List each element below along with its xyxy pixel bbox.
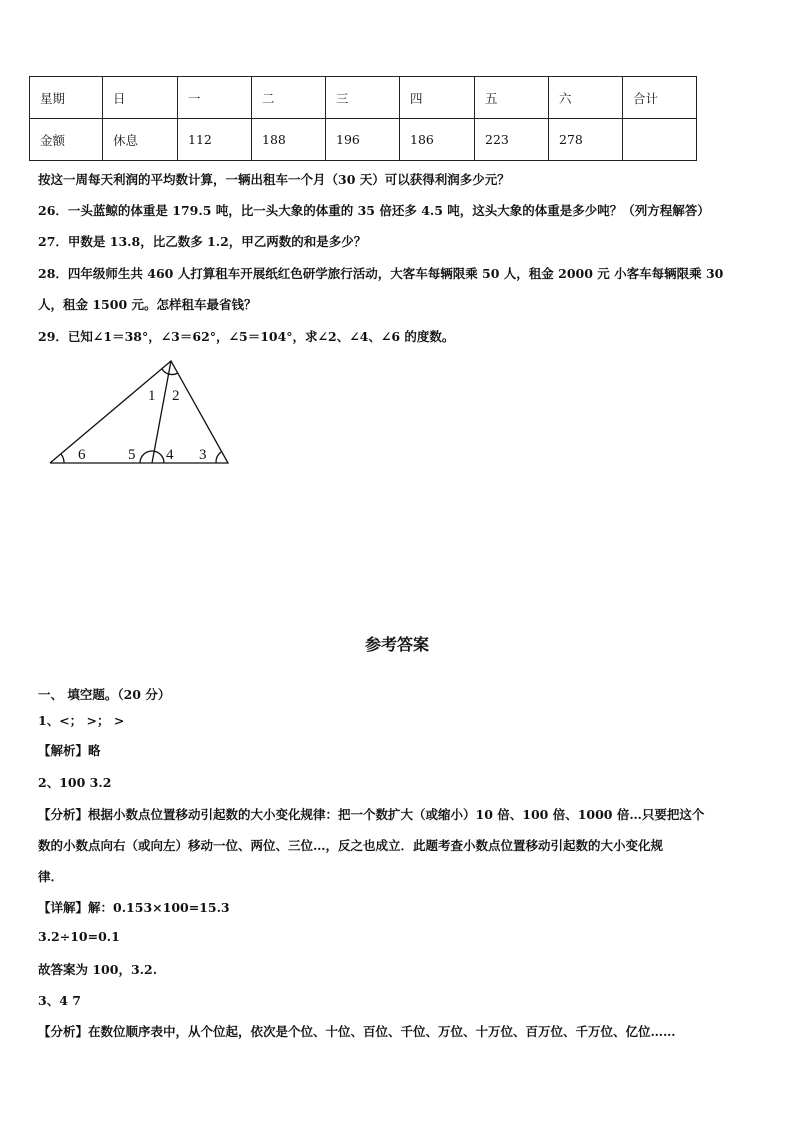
triangle-figure: [44, 355, 244, 470]
angle-label-1: 1: [148, 388, 156, 404]
answer-2-detail: 【详解】解：0.153×100=15.3: [38, 900, 230, 915]
table-cell: 金额: [30, 119, 103, 161]
angle-label-2: 2: [172, 388, 180, 404]
table-cell: 186: [400, 119, 475, 161]
table-cell: 日: [103, 77, 178, 119]
answer-3-analysis: 【分析】在数位顺序表中，从个位起，依次是个位、十位、百位、千位、万位、十万位、百万位、千万位、亿位……: [38, 1024, 676, 1039]
table-cell: 188: [252, 119, 326, 161]
table-cell: 一: [178, 77, 252, 119]
table-cell: 星期: [30, 77, 103, 119]
answer-2-analysis-line3: 律．: [38, 869, 64, 884]
answer-3: 3、4 7: [38, 993, 81, 1008]
answers-section-1: 一、 填空题。（20 分）: [38, 687, 171, 702]
table-cell: [623, 119, 697, 161]
answer-2-conclusion: 故答案为 100，3.2.: [38, 962, 158, 977]
table-cell: 五: [475, 77, 549, 119]
table-cell: 三: [326, 77, 400, 119]
table-cell: 223: [475, 119, 549, 161]
question-28-line2: 人，租金 1500 元。怎样租车最省钱？: [38, 297, 257, 312]
angle-6-arc: [61, 454, 64, 463]
table-row: [30, 119, 697, 161]
table-cell: 休息: [103, 119, 178, 161]
answer-1: 1、<； >； >: [38, 713, 125, 728]
angle-label-4: 4: [166, 447, 174, 463]
answer-2: 2、100 3.2: [38, 775, 112, 790]
weekly-profit-table: [29, 76, 697, 161]
table-cell: 六: [549, 77, 623, 119]
question-26: 26．一头蓝鲸的体重是 179.5 吨，比一头大象的体重的 35 倍还多 4.5 吨，这头大象的体重是多少吨？（列方程解答）: [38, 203, 710, 218]
answer-2-analysis-line1: 【分析】根据小数点位置移动引起数的大小变化规律：把一个数扩大（或缩小）10 倍、100 倍、1000 倍…只要把这个: [38, 807, 705, 822]
answer-2-analysis-line2: 数的小数点向右（或向左）移动一位、两位、三位…，反之也成立．此题考查小数点位置移动引起数的大小变化规: [38, 838, 664, 853]
table-cell: 合计: [623, 77, 697, 119]
question-28-line1: 28．四年级师生共 460 人打算租车开展纸红色研学旅行活动，大客车每辆限乘 50 人，租金 2000 元 小客车每辆限乘 30: [38, 266, 724, 281]
question-29: 29．已知∠1＝38°，∠3＝62°，∠5＝104°，求∠2、∠4、∠6 的度数。: [38, 329, 455, 344]
answers-title: 参考答案: [364, 635, 429, 654]
answer-1-analysis: 【解析】略: [38, 743, 101, 758]
table-cell: 112: [178, 119, 252, 161]
table-header-row: [30, 77, 697, 119]
table-cell: 278: [549, 119, 623, 161]
table-cell: 二: [252, 77, 326, 119]
angle-label-6: 6: [78, 447, 86, 463]
table-cell: 四: [400, 77, 475, 119]
question-25-tail: 按这一周每天利润的平均数计算，一辆出租车一个月（30 天）可以获得利润多少元？: [38, 172, 510, 187]
angle-label-3: 3: [199, 447, 207, 463]
answer-2-calc: 3.2÷10=0.1: [38, 929, 120, 944]
table-cell: 196: [326, 119, 400, 161]
angle-label-5: 5: [128, 447, 136, 463]
angle-3-arc: [216, 452, 221, 463]
question-27: 27．甲数是 13.8，比乙数多 1.2，甲乙两数的和是多少？: [38, 234, 367, 249]
